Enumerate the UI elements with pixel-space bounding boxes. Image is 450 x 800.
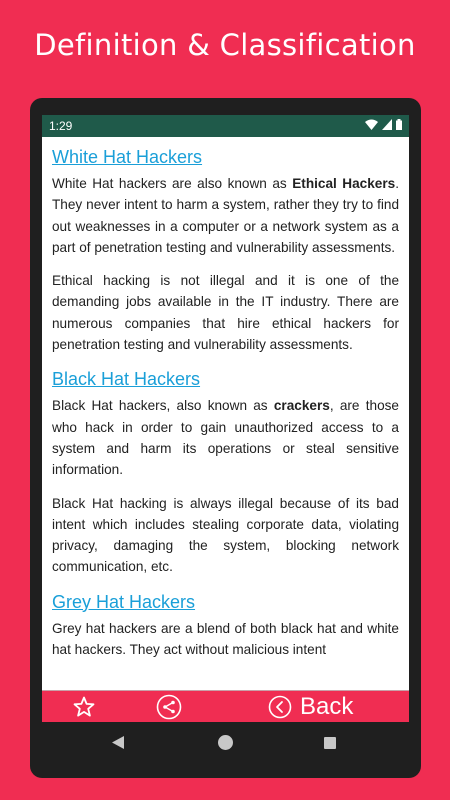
paragraph-grey-hat-1: Grey hat hackers are a blend of both black hat and white hat hackers. They act without malicious intent <box>52 620 399 658</box>
article-content <box>42 137 409 660</box>
nav-home-icon[interactable] <box>218 735 233 750</box>
star-icon[interactable] <box>72 695 96 719</box>
status-bar <box>42 115 409 137</box>
paragraph-text: , are those who hack in order to gain unauthorized access to a system and harm its operations or steal sensitive information. <box>52 398 399 478</box>
paragraph-text: White Hat hackers are also known as <box>52 176 293 191</box>
nav-recents-icon[interactable] <box>324 737 336 749</box>
paragraph-white-hat-2: Ethical hacking is not illegal and it is one of the demanding jobs available in the IT industry. There are numerous companies that hire ethical hackers for penetration testing and vulnerability assessments. <box>52 273 399 353</box>
section-title-black-hat[interactable]: Black Hat Hackers <box>52 369 201 390</box>
status-icons <box>365 119 402 130</box>
paragraph-black-hat-1 <box>52 395 399 480</box>
bold-term: Ethical Hackers <box>292 176 396 191</box>
chevron-left-icon <box>268 695 292 719</box>
paragraph-text: Black Hat hackers, also known as <box>52 398 274 414</box>
section-title-grey-hat[interactable]: Grey Hat Hackers <box>52 591 196 612</box>
battery-icon <box>396 119 402 130</box>
bottom-toolbar <box>42 690 409 722</box>
bold-term: crackers <box>273 398 330 414</box>
article-screen[interactable] <box>42 137 409 690</box>
system-nav-bar <box>42 722 409 766</box>
back-button[interactable] <box>268 693 353 721</box>
share-icon[interactable] <box>156 694 182 720</box>
headline: Definition & Classification <box>34 28 416 62</box>
paragraph-text: . They never intent to harm a system, rather they try to find out weaknesses in a computer or a network system as a part of penetration testing and vulnerability assessments. <box>52 176 399 255</box>
section-title-white-hat[interactable]: White Hat Hackers <box>52 147 203 167</box>
paragraph-white-hat-1 <box>52 173 399 258</box>
nav-back-icon[interactable] <box>112 736 124 749</box>
signal-icon <box>382 119 392 130</box>
paragraph-black-hat-2: Black Hat hacking is always illegal because of its bad intent which includes stealing corporate data, violating privacy, damaging the system, blocking network communication, etc. <box>52 495 399 575</box>
back-button-label: Back <box>300 693 354 720</box>
wifi-icon <box>365 119 378 130</box>
status-time: 1:29 <box>49 119 73 133</box>
